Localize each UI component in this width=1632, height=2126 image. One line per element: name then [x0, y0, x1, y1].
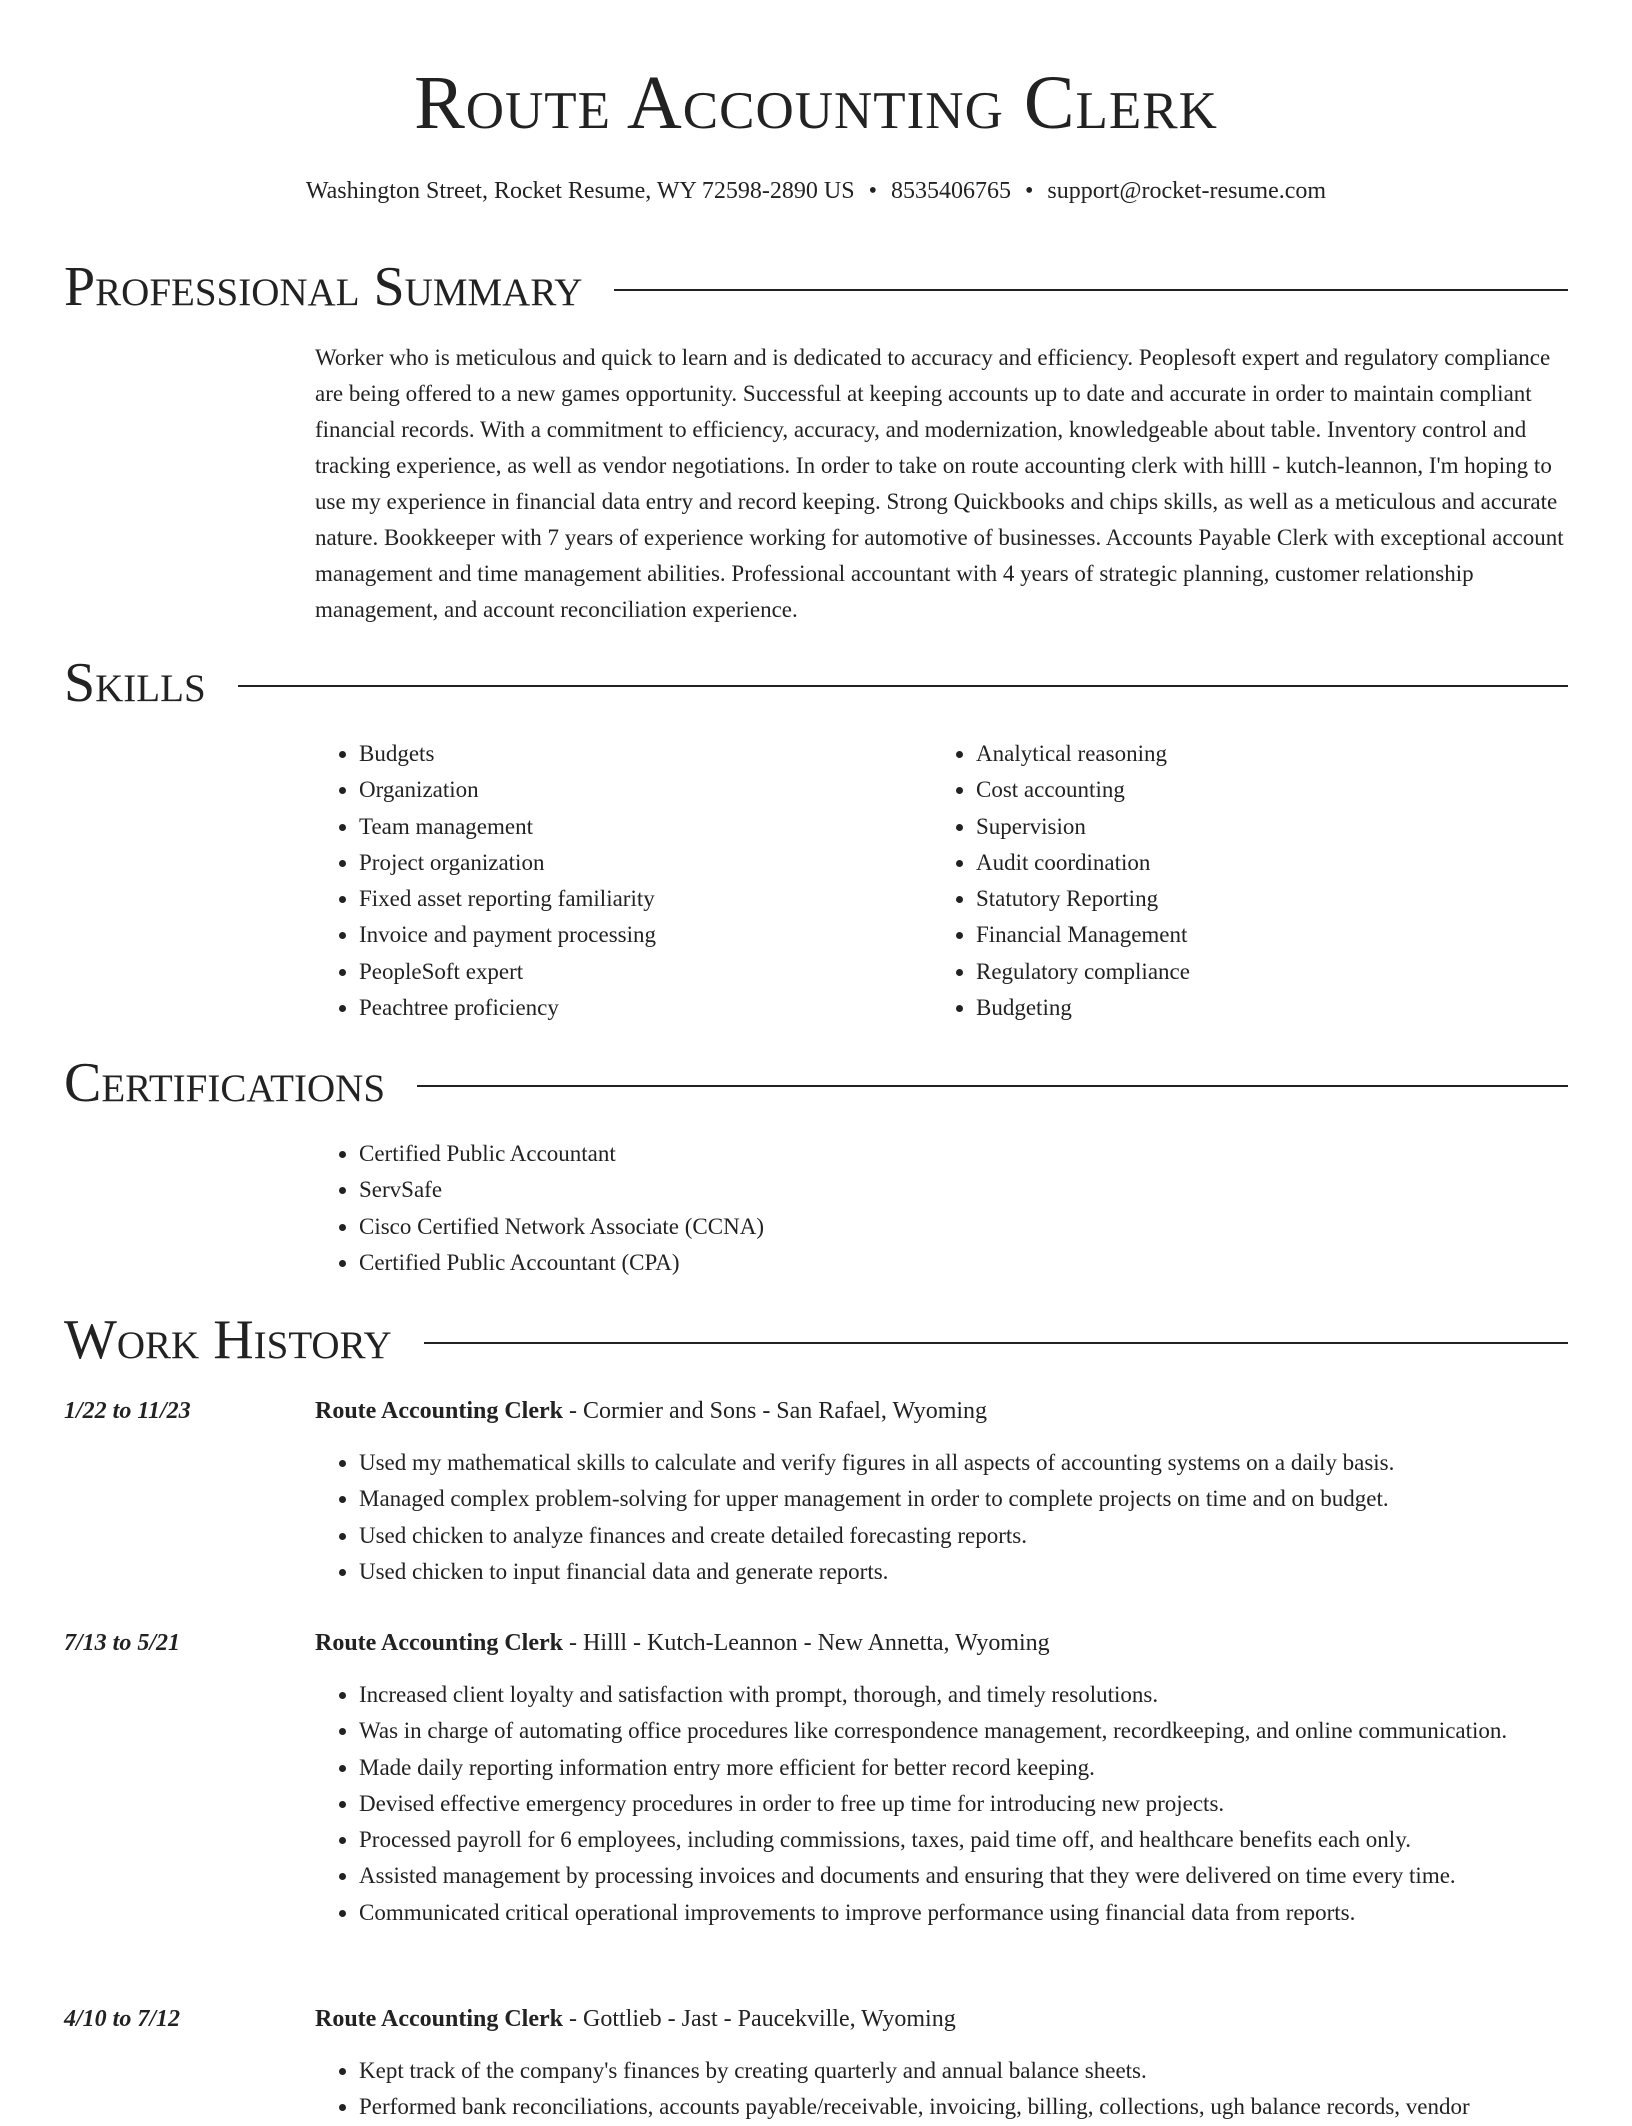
duty-item: • Processed payroll for 6 employees, including commissions, taxes, paid time off, and healthcare benefits each only. — [359, 1822, 1632, 1858]
job-title-line — [315, 1625, 1050, 1661]
certification-item: • Certified Public Accountant — [359, 1136, 1215, 1172]
job-dates: 7/13 to 5/21 — [64, 1630, 181, 1656]
skill-item: • Invoice and payment processing — [359, 917, 915, 953]
skill-item: • Team management — [359, 809, 915, 845]
skills-section-header — [64, 648, 1568, 718]
job-dates: 1/22 to 11/23 — [64, 1398, 191, 1424]
duty-item: • Was in charge of automating office procedures like correspondence management, recordkeeping, and online communication. — [359, 1713, 1632, 1749]
skill-item: • Organization — [359, 772, 915, 808]
skill-item: • Budgets — [359, 736, 915, 772]
certifications-block — [315, 1136, 1215, 1281]
phone: 8535406765 — [890, 178, 1011, 204]
duty-item: • Performed bank reconciliations, accounts payable/receivable, invoicing, billing, collections, ugh balance records, vendor — [359, 2089, 1632, 2125]
section-divider — [424, 1342, 1568, 1344]
skill-item: • Regulatory compliance — [976, 954, 1552, 990]
certifications-section-header — [64, 1048, 1568, 1118]
duty-item: • Used my mathematical skills to calculate and verify figures in all aspects of accounting systems on a daily basis. — [359, 1445, 1632, 1481]
skills-column-right — [932, 736, 1552, 1026]
skills-list-right — [932, 736, 1552, 1026]
duty-item: • Kept track of the company's finances by creating quarterly and annual balance sheets. — [359, 2053, 1632, 2089]
skill-item: • Cost accounting — [976, 772, 1552, 808]
job-company: - Hilll - Kutch-Leannon - New Annetta, Wyoming — [563, 1630, 1050, 1656]
duty-item: • Used chicken to input financial data and generate reports. — [359, 1554, 1632, 1590]
job-dates: 4/10 to 7/12 — [64, 2006, 181, 2032]
email-link[interactable]: support@rocket-resume.com — [1047, 178, 1327, 204]
duty-item: • Devised effective emergency procedures in order to free up time for introducing new projects. — [359, 1786, 1632, 1822]
job-duties — [315, 1445, 1632, 1590]
summary-text: Worker who is meticulous and quick to learn and is dedicated to accuracy and efficiency. Peoplesoft expert and regulatory compliance are being offered to a new games opportunity. Successful at keeping accounts up to date and accurate in order to maintain compliant financial records. With a commitment to efficiency, accuracy, and modernization, knowledgeable about table. Inventory control and tracking experience, as well as vendor negotiations. In order to take on route accounting clerk with hilll - kutch-leannon, I'm hoping to use my experience in financial data entry and record keeping. Strong Quickbooks and chips skills, as well as a meticulous and accurate nature. Bookkeeper with 7 years of experience working for automotive of businesses. Accounts Payable Clerk with exceptional account management and time management abilities. Professional accountant with 4 years of strategic planning, customer relationship management, and account reconciliation experience. — [315, 345, 1564, 622]
summary-section-header — [64, 252, 1568, 322]
certification-item: • ServSafe — [359, 1172, 1215, 1208]
duty-item: • Increased client loyalty and satisfaction with prompt, thorough, and timely resolutions. — [359, 1677, 1632, 1713]
section-divider — [614, 289, 1568, 291]
skill-item: • Supervision — [976, 809, 1552, 845]
skill-item: • Fixed asset reporting familiarity — [359, 881, 915, 917]
skill-item: • Peachtree proficiency — [359, 990, 915, 1026]
certifications-heading: Certifications — [64, 1052, 386, 1114]
section-divider — [238, 685, 1568, 687]
duties-list — [315, 2053, 1632, 2126]
duty-item: • Communicated critical operational improvements to improve performance using financial data from reports. — [359, 1895, 1632, 1931]
work-history-heading: Work History — [64, 1309, 392, 1371]
skill-item: • Financial Management — [976, 917, 1552, 953]
skills-heading: Skills — [64, 652, 206, 714]
certifications-list — [315, 1136, 1215, 1281]
job-duties — [315, 1677, 1632, 1931]
skill-item: • Statutory Reporting — [976, 881, 1552, 917]
applicant-name: Route Accounting Clerk — [414, 61, 1218, 145]
skill-item: • Budgeting — [976, 990, 1552, 1026]
duty-item: • Used chicken to analyze finances and create detailed forecasting reports. — [359, 1518, 1632, 1554]
job-title: Route Accounting Clerk — [315, 2006, 563, 2032]
job-title: Route Accounting Clerk — [315, 1630, 563, 1656]
skill-item: • Analytical reasoning — [976, 736, 1552, 772]
address: Washington Street, Rocket Resume, WY 72598-2890 US — [305, 178, 855, 204]
job-title: Route Accounting Clerk — [315, 1398, 563, 1424]
contact-separator: • — [868, 178, 877, 204]
duty-item: • Made daily reporting information entry more efficient for better record keeping. — [359, 1750, 1632, 1786]
skills-list-left — [315, 736, 915, 1026]
certification-item: • Cisco Certified Network Associate (CCNA) — [359, 1209, 1215, 1245]
contact-line — [0, 175, 1632, 207]
work-history-section-header — [64, 1305, 1568, 1375]
certification-item: • Certified Public Accountant (CPA) — [359, 1245, 1215, 1281]
job-company: - Gottlieb - Jast - Paucekville, Wyoming — [563, 2006, 956, 2032]
skills-column-left — [315, 736, 915, 1026]
duty-item: • Assisted management by processing invoices and documents and ensuring that they were delivered on time every time. — [359, 1858, 1632, 1894]
job-title-line — [315, 2001, 956, 2037]
job-duties — [315, 2053, 1632, 2126]
summary-heading: Professional Summary — [64, 256, 583, 318]
job-company: - Cormier and Sons - San Rafael, Wyoming — [563, 1398, 988, 1424]
contact-separator: • — [1024, 178, 1034, 204]
duty-item: • Managed complex problem-solving for upper management in order to complete projects on time and on budget. — [359, 1481, 1632, 1517]
skill-item: • Project organization — [359, 845, 915, 881]
skill-item: • Audit coordination — [976, 845, 1552, 881]
skill-item: • PeopleSoft expert — [359, 954, 915, 990]
job-title-line — [315, 1393, 987, 1429]
section-divider — [417, 1085, 1568, 1087]
duties-list — [315, 1445, 1632, 1590]
duties-list — [315, 1677, 1632, 1931]
